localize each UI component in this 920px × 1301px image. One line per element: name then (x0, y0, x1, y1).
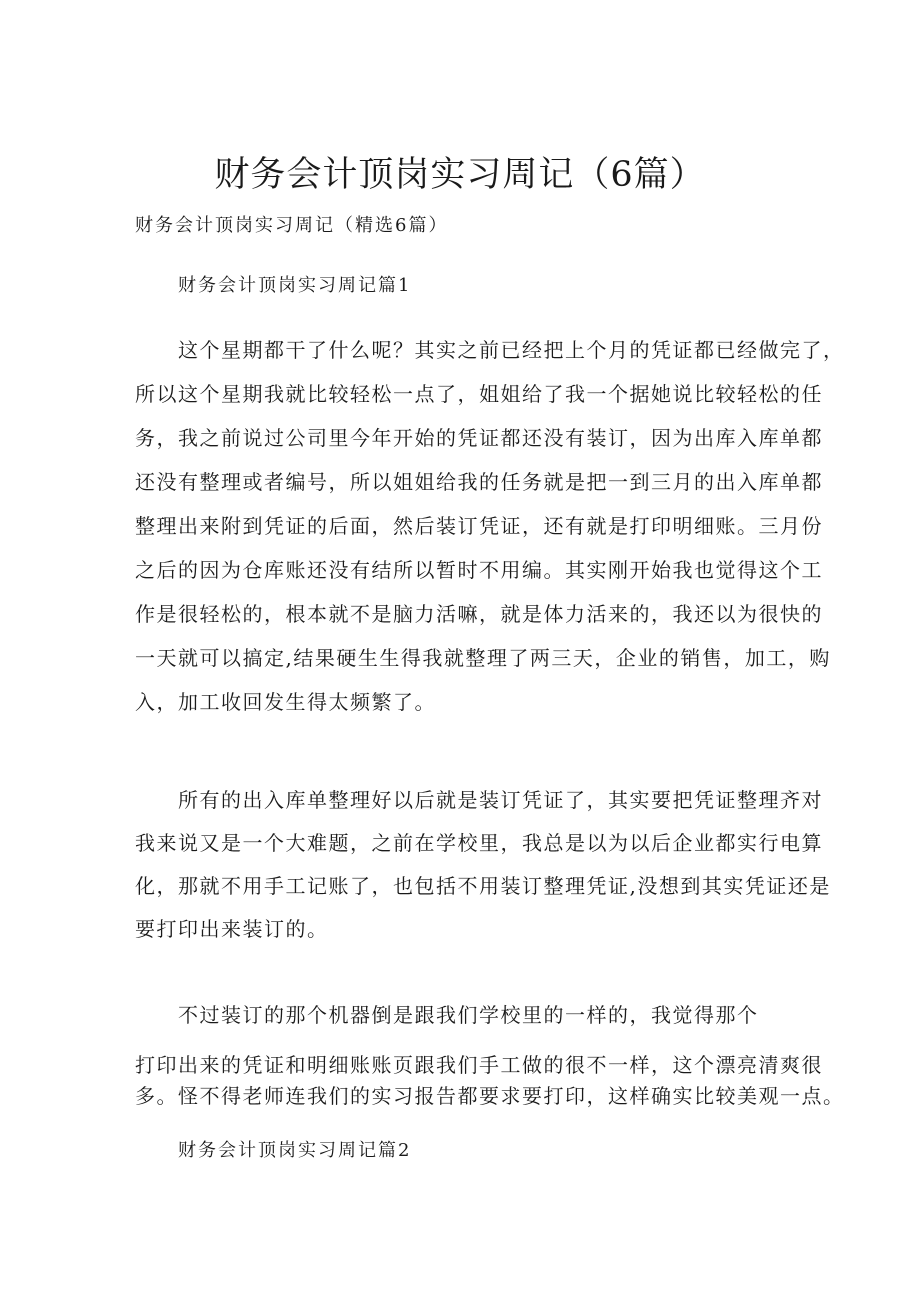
paragraph-line: 不过装订的那个机器倒是跟我们学校里的一样的，我觉得那个 (178, 1003, 759, 1027)
paragraph-2 (135, 785, 831, 957)
paragraph-line: 所有的出入库单整理好以后就是装订凭证了，其实要把凭证整理齐对 (178, 788, 823, 812)
section-heading-1: 财务会计顶岗实习周记篇1 (178, 275, 412, 296)
paragraph-line: 我来说又是一个大难题，之前在学校里，我总是以为以后企业都实行电算 (135, 831, 823, 855)
paragraph-line: 所以这个星期我就比较轻松一点了，姐姐给了我一个据她说比较轻松的任 (135, 382, 823, 406)
paragraph-line: 化，那就不用手工记账了，也包括不用装订整理凭证,没想到其实凭证还是 (135, 874, 831, 898)
paragraph-line: 多。怪不得老师连我们的实习报告都要求要打印，这样确实比较美观一点。 (135, 1084, 845, 1108)
paragraph-line: 之后的因为仓库账还没有结所以暂时不用编。其实刚开始我也觉得这个工 (135, 558, 823, 582)
paragraph-line: 务，我之前说过公司里今年开始的凭证都还没有装订，因为出库入库单都 (135, 426, 823, 450)
paragraph-line: 整理出来附到凭证的后面，然后装订凭证，还有就是打印明细账。三月份 (135, 514, 823, 538)
document-subtitle: 财务会计顶岗实习周记（精选6篇） (135, 215, 449, 236)
paragraph-3 (135, 1000, 845, 1112)
section-heading-2: 财务会计顶岗实习周记篇2 (178, 1140, 412, 1161)
paragraph-1 (135, 335, 845, 731)
paragraph-line: 这个星期都干了什么呢？其实之前已经把上个月的凭证都已经做完了， (178, 338, 845, 362)
paragraph-line: 还没有整理或者编号，所以姐姐给我的任务就是把一到三月的出入库单都 (135, 470, 823, 494)
document-title: 财务会计顶岗实习周记（6篇） (214, 155, 706, 195)
paragraph-line: 一天就可以搞定,结果硬生生得我就整理了两三天，企业的销售，加工，购 (135, 646, 831, 670)
paragraph-line: 打印出来的凭证和明细账账页跟我们手工做的很不一样，这个漂亮清爽很 (135, 1053, 823, 1077)
paragraph-line: 作是很轻松的，根本就不是脑力活嘛，就是体力活来的，我还以为很快的 (135, 602, 823, 626)
paragraph-line: 要打印出来装订的。 (135, 917, 329, 941)
paragraph-line: 入，加工收回发生得太频繁了。 (135, 690, 436, 714)
